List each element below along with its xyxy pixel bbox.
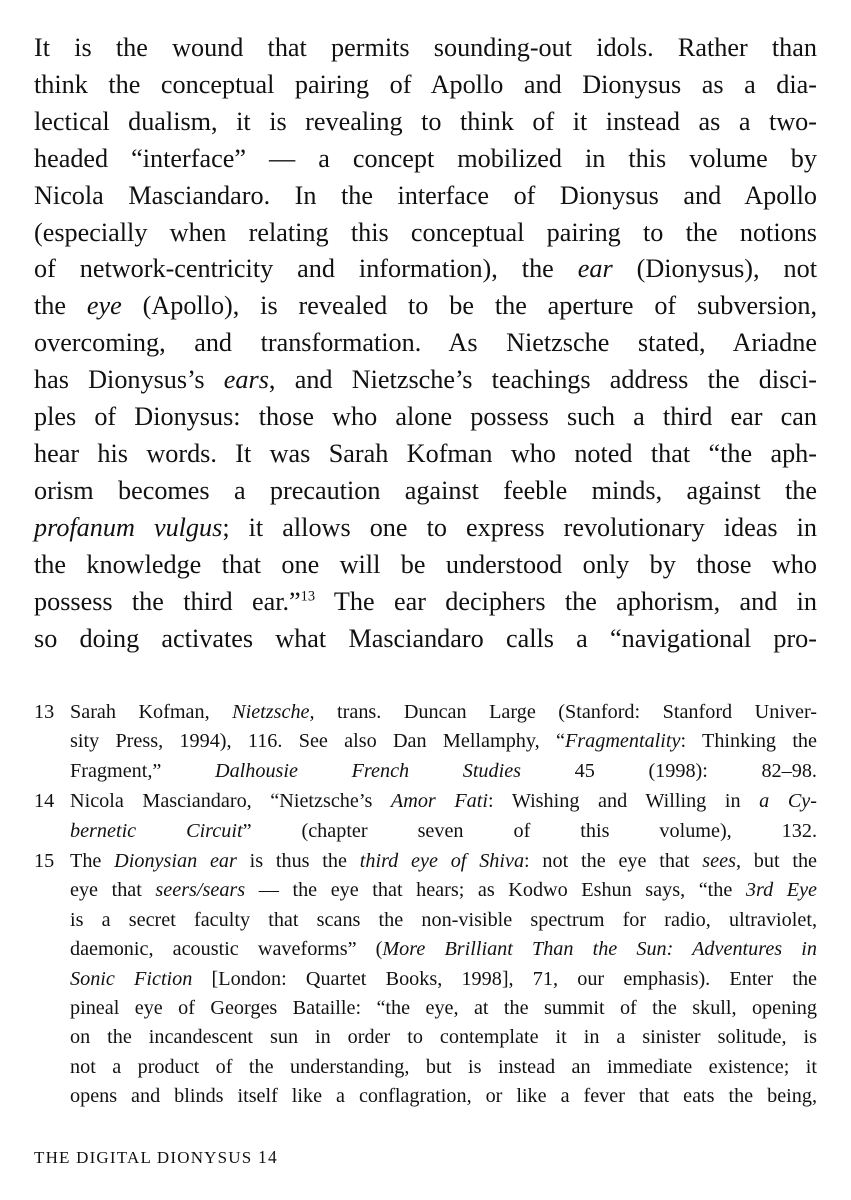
footnote-number: 13: [34, 701, 55, 723]
page-number: 14: [258, 1147, 278, 1167]
italic-text: seers/sears: [155, 879, 246, 902]
footnote-line: on the incandescent sun in order to contemplate it in a sinister solitude, is: [70, 1026, 817, 1049]
footnote-number: 15: [34, 850, 55, 873]
italic-text: profanum vulgus: [34, 512, 223, 542]
italic-text: eye: [86, 291, 122, 321]
italic-text: a Cy-: [759, 790, 817, 813]
main-paragraph: [34, 30, 817, 657]
footnote-line: daemonic, acoustic waveforms” (More Brilliant Than the Sun: Adventures in: [70, 938, 817, 961]
body-line: of network-centricity and information), the ear (Dionysus), not: [34, 254, 817, 284]
footnote-line: The Dionysian ear is thus the third eye of Shiva: not the eye that sees, but the: [70, 850, 817, 873]
body-line: (especially when relating this conceptual pairing to the notions: [34, 217, 817, 247]
body-line: orism becomes a precaution against feeble minds, against the: [34, 475, 817, 505]
body-line: overcoming, and transformation. As Nietzsche stated, Ariadne: [34, 328, 817, 358]
body-line: lectical dualism, it is revealing to think of it instead as a two-: [34, 106, 817, 136]
footnote-line: pineal eye of Georges Bataille: “the eye, at the summit of the skull, opening: [70, 997, 817, 1020]
footnote-line: opens and blinds itself like a conflagration, or like a fever that eats the being,: [70, 1085, 817, 1108]
italic-text: Fragmentality: [564, 730, 681, 753]
italic-text: Sonic Fiction: [70, 967, 193, 990]
italic-text: More Brilliant Than the Sun: Adventures in: [382, 938, 817, 961]
italic-text: sees: [702, 850, 736, 873]
body-text-block: [34, 30, 817, 657]
footnote: [34, 847, 817, 1112]
footnote-line: Sarah Kofman, Nietzsche, trans. Duncan Large (Stanford: Stanford Univer-: [70, 701, 817, 723]
footnote-line: sity Press, 1994), 116. See also Dan Mellamphy, “Fragmentality: Thinking the: [70, 730, 817, 753]
running-footer: [34, 1147, 278, 1168]
italic-text: Dionysian ear: [114, 850, 237, 873]
body-line: the eye (Apollo), is revealed to be the aperture of subversion,: [34, 291, 818, 321]
body-line: possess the third ear.”$^{13}$ The ear deciphers the aphorism, and in: [34, 586, 817, 616]
italic-text: third eye of Shiva: [359, 850, 525, 873]
italic-text: 3rd Eye: [745, 879, 818, 902]
body-line: the knowledge that one will be understood only by those who: [34, 549, 817, 579]
footnote-text: [70, 847, 817, 1112]
footnotes-block: [34, 698, 817, 1113]
italic-text: Dalhousie French Studies: [214, 759, 522, 782]
body-line: Nicola Masciandaro. In the interface of Dionysus and Apollo: [34, 180, 817, 210]
body-line: ples of Dionysus: those who alone possess such a third ear can: [34, 402, 817, 432]
italic-text: ear: [577, 254, 613, 284]
body-line: headed “interface” — a concept mobilized in this volume by: [34, 143, 817, 173]
body-line: It is the wound that permits sounding-out idols. Rather than: [34, 33, 817, 62]
footnote: [34, 787, 817, 846]
footnote-line: Fragment,” Dalhousie French Studies 45 (1998): 82–98.: [70, 759, 817, 782]
italic-text: Nietzsche,: [232, 701, 315, 723]
book-title: THE DIGITAL DIONYSUS: [34, 1148, 253, 1167]
footnote-line: is a secret faculty that scans the non-visible spectrum for radio, ultraviolet,: [70, 908, 817, 931]
body-line: profanum vulgus; it allows one to express revolutionary ideas in: [34, 512, 817, 542]
footnote-line: Nicola Masciandaro, “Nietzsche’s Amor Fati: Wishing and Willing in a Cy-: [70, 790, 817, 813]
footnote-line: eye that seers/sears — the eye that hears; as Kodwo Eshun says, “the 3rd Eye: [70, 879, 818, 902]
body-line: hear his words. It was Sarah Kofman who noted that “the aph-: [34, 438, 817, 468]
footnote-line: Sonic Fiction [London: Quartet Books, 1998], 71, our emphasis). Enter the: [70, 967, 817, 990]
footnote-line: not a product of the understanding, but is instead an immediate existence; it: [70, 1055, 817, 1078]
italic-text: Amor Fati: [390, 790, 488, 813]
body-line: has Dionysus’s ears, and Nietzsche’s teachings address the disci-: [34, 365, 817, 395]
italic-text: ears: [223, 365, 269, 395]
footnote: [34, 698, 817, 786]
footnote-text: [70, 698, 817, 786]
body-line: think the conceptual pairing of Apollo and Dionysus as a dia-: [34, 69, 817, 99]
footnote-line: bernetic Circuit” (chapter seven of this volume), 132.: [70, 819, 818, 842]
footnote-text: [70, 787, 817, 846]
body-line: so doing activates what Masciandaro calls a “navigational pro-: [34, 623, 817, 653]
italic-text: bernetic Circuit: [70, 819, 243, 842]
footnote-number: 14: [34, 790, 55, 813]
footnote-reference[interactable]: 13: [300, 588, 316, 605]
